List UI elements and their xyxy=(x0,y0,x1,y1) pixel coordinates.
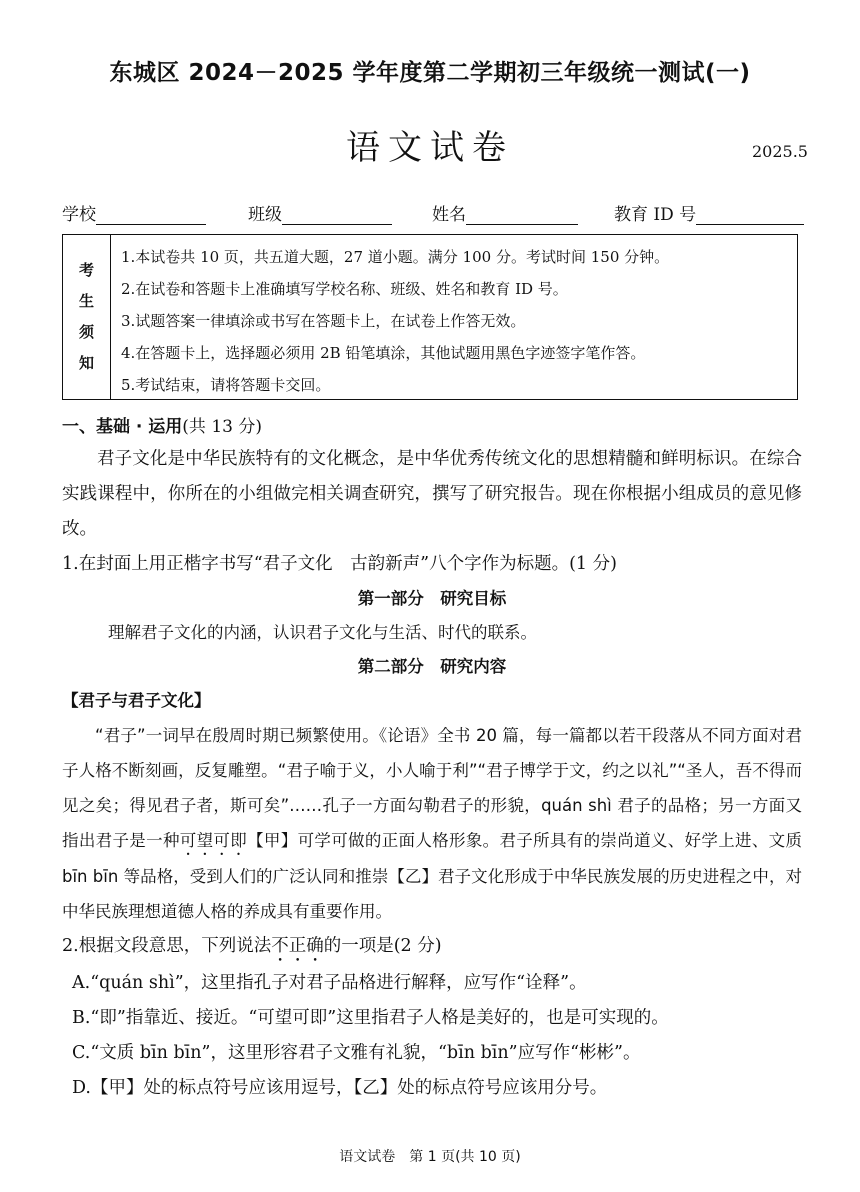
emphasis-text: 可望可即 xyxy=(179,831,248,850)
student-info-fields xyxy=(62,200,802,224)
option-d: D.【甲】处的标点符号应该用逗号，【乙】处的标点符号应该用分号。 xyxy=(72,1078,608,1098)
question-1: 1.在封面上用正楷字书写“君子文化 古韵新声”八个字作为标题。(1 分) xyxy=(62,554,617,574)
option-c: C.“文质 bīn bīn”，这里形容君子文雅有礼貌，“bīn bīn”应写作“彬彬”。 xyxy=(72,1043,641,1063)
name-blank xyxy=(466,206,578,225)
name-label: 姓名 xyxy=(432,205,466,225)
part-2-title: 第二部分 研究内容 xyxy=(357,657,507,676)
class-blank xyxy=(282,206,392,225)
school-label: 学校 xyxy=(62,205,96,225)
notice-item: 2.在试卷和答题卡上准确填写学校名称、班级、姓名和教育 ID 号。 xyxy=(121,280,568,298)
name-field xyxy=(432,200,578,225)
question-2: 2.根据文段意思，下列说法不正确的一项是(2 分) xyxy=(62,936,442,956)
exam-notice-box xyxy=(62,234,798,400)
page-footer: 语文试卷 第 1 页(共 10 页) xyxy=(339,1149,521,1165)
section-1 xyxy=(62,412,802,1106)
edu-id-label: 教育 ID 号 xyxy=(614,205,697,225)
notice-item: 4.在答题卡上，选择题必须用 2B 铅笔填涂，其他试题用黑色字迹签字笔作答。 xyxy=(121,344,646,362)
notice-label: 考 生 须 知 xyxy=(63,235,111,399)
class-field xyxy=(248,200,392,225)
notice-item: 5.考试结束，请将答题卡交回。 xyxy=(121,376,331,394)
sub-heading: 【君子与君子文化】 xyxy=(62,691,211,710)
edu-id-blank xyxy=(696,206,804,225)
passage: “君子”一词早在殷周时期已频繁使用。《论语》全书 20 篇，每一篇都以若干段落从不同方面对君子人格不断刻画，反复雕塑。“君子喻于义，小人喻于利”“君子博学于文，约之以礼”“圣人，吾不得而见之矣；得见君子者，斯可矣”……孔子一方面勾勒君子的形貌，quán shì 君子的品格；另一方面又指出君子是一种可望可即【甲】可学可做的正面人格形象。君子所具有的崇尚道义、好学上进、文质 bīn bīn 等品格，受到人们的广泛认同和推崇【乙】君子文化形成于中华民族发展的历史进程之中，对中华民族理想道德人格的养成具有重要作用。 xyxy=(62,726,803,921)
notice-item: 1.本试卷共 10 页，共五道大题，27 道小题。满分 100 分。考试时间 150 分钟。 xyxy=(121,248,670,266)
exam-date: 2025.5 xyxy=(752,142,808,161)
option-b: B.“即”指靠近、接近。“可望可即”这里指君子人格是美好的，也是可实现的。 xyxy=(72,1008,669,1028)
part-1-text: 理解君子文化的内涵，认识君子文化与生活、时代的联系。 xyxy=(108,623,537,642)
section-heading: 一、基础 · 运用(共 13 分) xyxy=(62,417,263,437)
school-blank xyxy=(96,206,206,225)
notice-item: 3.试题答案一律填涂或书写在答题卡上，在试卷上作答无效。 xyxy=(121,312,526,330)
emphasis-text: 不正确 xyxy=(271,936,324,956)
section-intro: 君子文化是中华民族特有的文化概念，是中华优秀传统文化的思想精髓和鲜明标识。在综合实践课程中，你所在的小组做完相关调查研究，撰写了研究报告。现在你根据小组成员的意见修改。 xyxy=(62,449,802,539)
subject-title: 语文试卷 xyxy=(346,128,514,168)
class-label: 班级 xyxy=(248,205,282,225)
exam-title: 东城区 2024－2025 学年度第二学期初三年级统一测试(一) xyxy=(109,60,751,86)
part-1-title: 第一部分 研究目标 xyxy=(357,589,507,608)
school-field xyxy=(62,200,206,225)
notice-items xyxy=(121,241,789,401)
edu-id-field xyxy=(614,200,804,225)
option-a: A.“quán shì”，这里指孔子对君子品格进行解释，应写作“诠释”。 xyxy=(72,973,587,993)
